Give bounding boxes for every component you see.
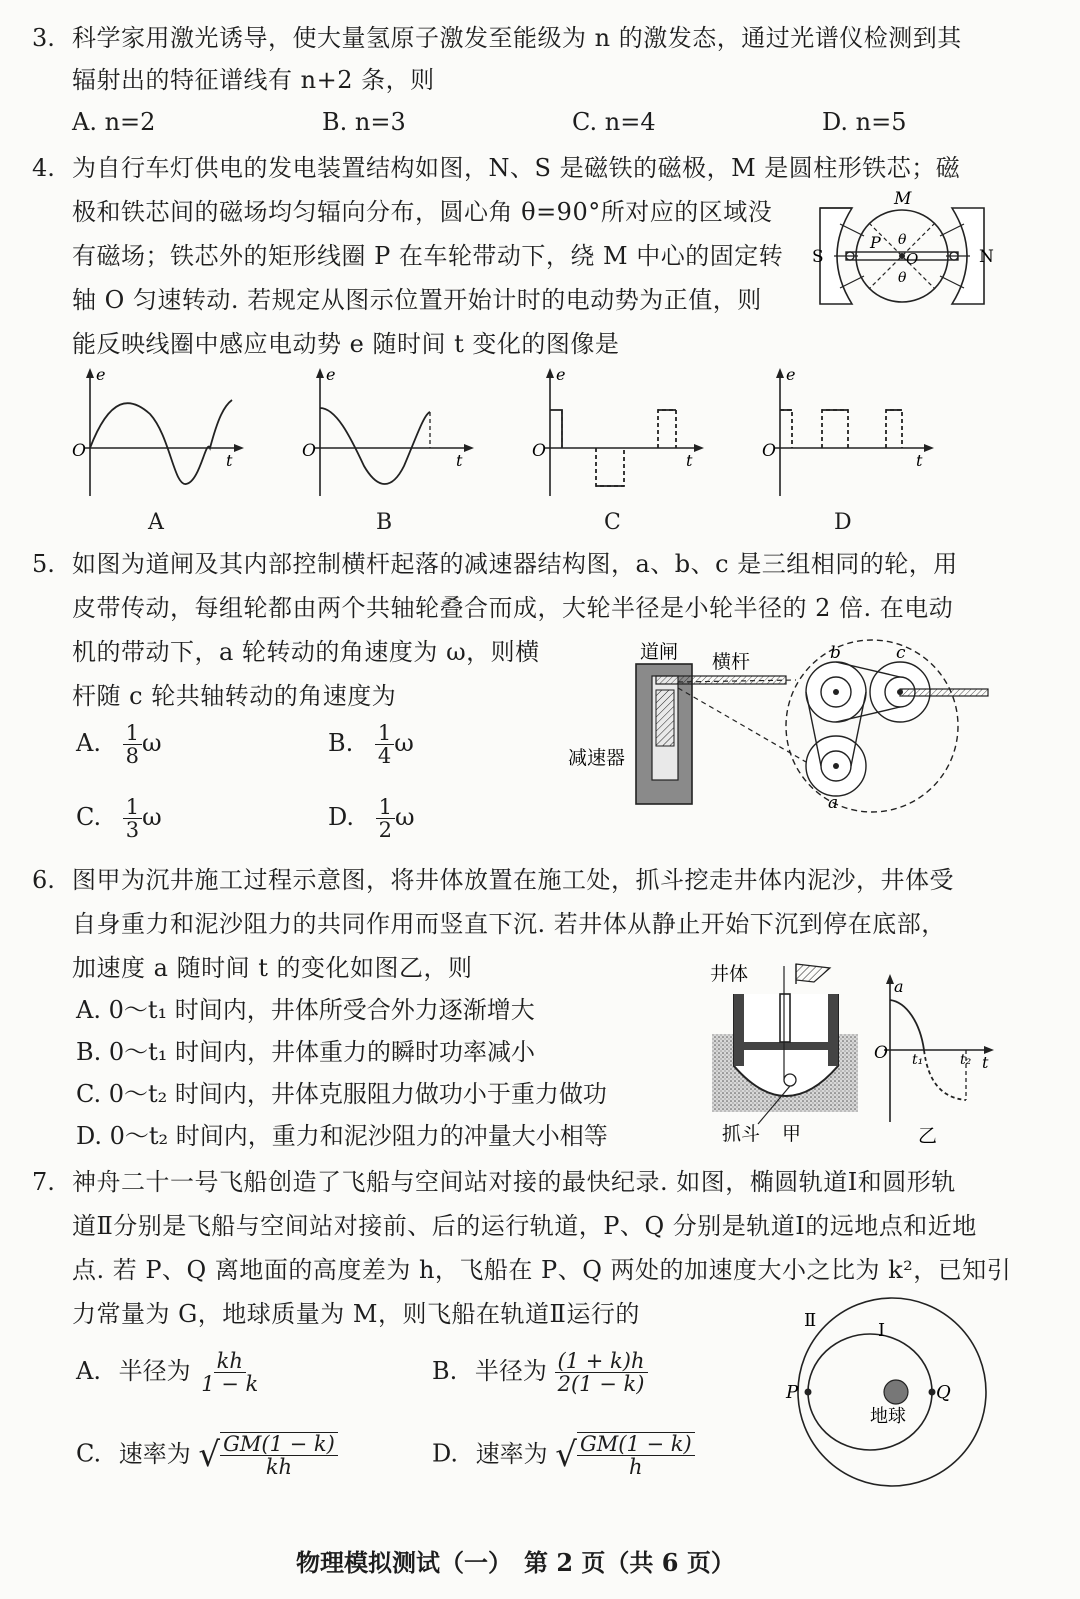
q6-stem-line3: 加速度 a 随时间 t 的变化如图乙，则	[72, 954, 473, 982]
q5-option-c-num: 1	[123, 796, 142, 819]
q4b-origin: O	[302, 441, 316, 461]
q4-stem-line4: 轴 O 匀速转动. 若规定从图示位置开始计时的电动势为正值，则	[72, 286, 762, 314]
q7-stem-line3: 点. 若 P、Q 离地面的高度差为 h，飞船在 P、Q 两处的加速度大小之比为 k²，已知引	[72, 1256, 1012, 1284]
q7-option-b-prefix: 半径为	[474, 1357, 547, 1385]
q7-option-d-num: GM(1 − k)	[577, 1433, 695, 1456]
q4-graph-b-label: B	[376, 510, 393, 535]
q6-acceleration-graph	[870, 972, 1000, 1148]
q6-number: 6.	[32, 866, 55, 894]
q7-label-q: Q	[936, 1382, 951, 1403]
q5-option-d-letter: D.	[328, 803, 355, 831]
q5-label-c: c	[896, 643, 906, 663]
q6-graph-t1: t₁	[912, 1052, 924, 1068]
q5-option-c	[76, 796, 162, 841]
q6-option-c: C. 0～t₂ 时间内，井体克服阻力做功小于重力做功	[76, 1080, 607, 1108]
q6-graph-origin: O	[874, 1043, 888, 1063]
q4a-axis-t: t	[226, 451, 233, 470]
q3-stem-line2: 辐射出的特征谱线有 n+2 条，则	[72, 66, 435, 94]
q4c-axis-t: t	[686, 451, 693, 470]
q7-option-d-den: h	[629, 1455, 643, 1479]
q6-option-a: A. 0～t₁ 时间内，井体所受合外力逐渐增大	[76, 996, 535, 1024]
q7-option-a-num: kh	[214, 1350, 246, 1373]
q5-option-b	[328, 722, 414, 767]
q7-stem-line4: 力常量为 G，地球质量为 M，则飞船在轨道Ⅱ运行的	[72, 1300, 640, 1328]
q7-option-b-letter: B.	[432, 1357, 458, 1385]
q6-graph-axis-a: a	[894, 977, 904, 996]
q7-option-c-prefix: 速率为	[118, 1439, 191, 1468]
q7-orbit-figure	[780, 1296, 994, 1492]
q4-stem-line1: 为自行车灯供电的发电装置结构如图，N、S 是磁铁的磁极，M 是圆柱形铁芯；磁	[72, 154, 961, 182]
q6-graph-axis-t: t	[982, 1053, 989, 1072]
q5-option-a-letter: A.	[76, 729, 101, 757]
q7-label-orbit-i: Ⅰ	[878, 1320, 886, 1341]
q7-option-a-letter: A.	[76, 1357, 101, 1385]
q4-number: 4.	[32, 154, 55, 182]
q4-graph-a-label: A	[148, 510, 164, 535]
q6-label-grab: 抓斗	[722, 1123, 761, 1145]
q7-option-c-num: GM(1 − k)	[220, 1433, 338, 1456]
q3-option-a: A. n=2	[72, 108, 156, 136]
q7-option-b-num: (1 + k)h	[555, 1350, 648, 1373]
q7-label-orbit-ii: Ⅱ	[804, 1310, 817, 1331]
q6-stem-line2: 自身重力和泥沙阻力的共同作用而竖直下沉. 若井体从静止开始下沉到停在底部，	[72, 910, 946, 938]
q7-option-b-den: 2(1 − k)	[557, 1372, 645, 1396]
q4d-axis-t: t	[916, 451, 923, 470]
q5-label-a: a	[828, 793, 839, 813]
q5-stem-line4: 杆随 c 轮共轴转动的角速度为	[72, 682, 397, 710]
q5-label-gate: 道闸	[640, 641, 679, 663]
q4-graph-c	[522, 366, 712, 506]
q6-option-d: D. 0～t₂ 时间内，重力和泥沙阻力的冲量大小相等	[76, 1122, 608, 1150]
q5-stem-line1: 如图为道闸及其内部控制横杆起落的减速器结构图，a、b、c 是三组相同的轮，用	[72, 550, 958, 578]
q5-option-b-num: 1	[375, 722, 394, 745]
q5-stem-line2: 皮带传动，每组轮都由两个共轴轮叠合而成，大轮半径是小轮半径的 2 倍. 在电动	[72, 594, 954, 622]
q7-stem-line1: 神舟二十一号飞船创造了飞船与空间站对接的最快纪录. 如图，椭圆轨道Ⅰ和圆形轨	[72, 1168, 956, 1196]
q4-label-theta-top: θ	[898, 232, 907, 248]
q5-option-d-num: 1	[376, 796, 395, 819]
q7-option-c-den: kh	[265, 1455, 293, 1479]
q5-number: 5.	[32, 550, 55, 578]
q5-option-c-letter: C.	[76, 803, 102, 831]
q5-option-a	[76, 722, 162, 767]
q4-graph-d	[752, 366, 942, 506]
q7-stem-line2: 道Ⅱ分别是飞船与空间站对接前、后的运行轨道，P、Q 分别是轨道Ⅰ的远地点和近地	[72, 1212, 977, 1240]
q4c-origin: O	[532, 441, 546, 461]
q6-stem-line1: 图甲为沉井施工过程示意图，将井体放置在施工处，抓斗挖走井体内泥沙，井体受	[72, 866, 954, 894]
q6-label-jia: 甲	[782, 1123, 802, 1145]
q4a-axis-e: e	[96, 365, 106, 384]
q7-option-d-radical: √	[555, 1435, 577, 1475]
q5-option-c-den: 3	[125, 818, 140, 842]
q4-label-o: O	[906, 250, 919, 268]
q4c-axis-e: e	[556, 365, 566, 384]
q4-generator-figure	[812, 190, 992, 320]
q7-option-b	[432, 1350, 648, 1395]
q7-option-a-prefix: 半径为	[118, 1357, 191, 1385]
q3-option-c: C. n=4	[572, 108, 656, 136]
q4-label-s: S	[812, 247, 824, 267]
q6-graph-t2: t₂	[960, 1052, 972, 1068]
q5-option-b-letter: B.	[328, 729, 354, 757]
q5-option-d-den: 2	[378, 818, 393, 842]
q4a-origin: O	[72, 441, 86, 461]
q3-number: 3.	[32, 24, 55, 52]
q7-label-earth: 地球	[870, 1406, 906, 1427]
q5-option-a-sym: ω	[141, 729, 162, 757]
q5-option-b-sym: ω	[394, 729, 414, 757]
q7-number: 7.	[32, 1168, 55, 1196]
q4-stem-line2: 极和铁芯间的磁场均匀辐向分布，圆心角 θ=90°所对应的区域没	[72, 198, 773, 226]
q7-option-d	[432, 1432, 695, 1478]
q7-option-d-letter: D.	[432, 1439, 459, 1468]
q5-label-bar: 横杆	[712, 651, 751, 673]
page-footer: 物理模拟测试（一） 第 2 页（共 6 页）	[296, 1548, 735, 1577]
q4-stem-line3: 有磁场；铁芯外的矩形线圈 P 在车轮带动下，绕 M 中心的固定转	[72, 242, 784, 270]
q4-graph-a	[62, 366, 252, 506]
q4-graph-d-label: D	[834, 510, 852, 535]
q4-label-theta-bottom: θ	[898, 270, 907, 286]
q7-option-c	[76, 1432, 338, 1478]
q5-option-a-den: 8	[125, 744, 139, 768]
q4-label-n: N	[979, 247, 994, 267]
q4d-axis-e: e	[786, 365, 796, 384]
q5-option-a-num: 1	[123, 722, 142, 745]
q5-option-d	[328, 796, 415, 841]
q5-option-b-den: 4	[377, 744, 392, 768]
q6-label-yi: 乙	[918, 1125, 938, 1147]
q6-option-b: B. 0～t₁ 时间内，井体重力的瞬时功率减小	[76, 1038, 536, 1066]
q4b-axis-t: t	[456, 451, 463, 470]
q7-option-a	[76, 1350, 261, 1395]
q4-label-m: M	[894, 189, 912, 209]
q4-graph-b	[292, 366, 482, 506]
q7-option-c-radical: √	[198, 1435, 221, 1475]
q6-label-well: 井体	[710, 963, 749, 985]
q3-option-b: B. n=3	[322, 108, 406, 136]
q7-option-d-prefix: 速率为	[475, 1439, 548, 1468]
q3-stem-line1: 科学家用激光诱导，使大量氢原子激发至能级为 n 的激发态，通过光谱仪检测到其	[72, 24, 962, 52]
q7-label-p: P	[786, 1382, 799, 1403]
q3-option-d: D. n=5	[822, 108, 907, 136]
q5-stem-line3: 机的带动下，a 轮转动的角速度为 ω，则横	[72, 638, 540, 666]
q5-option-c-sym: ω	[142, 803, 162, 831]
q7-option-c-letter: C.	[76, 1439, 102, 1468]
q4-label-p: P	[870, 233, 881, 252]
q5-option-d-sym: ω	[395, 803, 415, 831]
q4-stem-line5: 能反映线圈中感应电动势 e 随时间 t 变化的图像是	[72, 330, 620, 358]
q5-label-reducer: 减速器	[568, 747, 626, 769]
q4-graph-c-label: C	[604, 510, 621, 535]
q5-label-b: b	[830, 643, 841, 663]
q6-caisson-figure	[706, 956, 866, 1148]
q4d-origin: O	[762, 441, 776, 461]
q4b-axis-e: e	[326, 365, 336, 384]
q5-gate-figure	[560, 636, 992, 812]
q7-option-a-den: 1 − k	[201, 1372, 259, 1396]
